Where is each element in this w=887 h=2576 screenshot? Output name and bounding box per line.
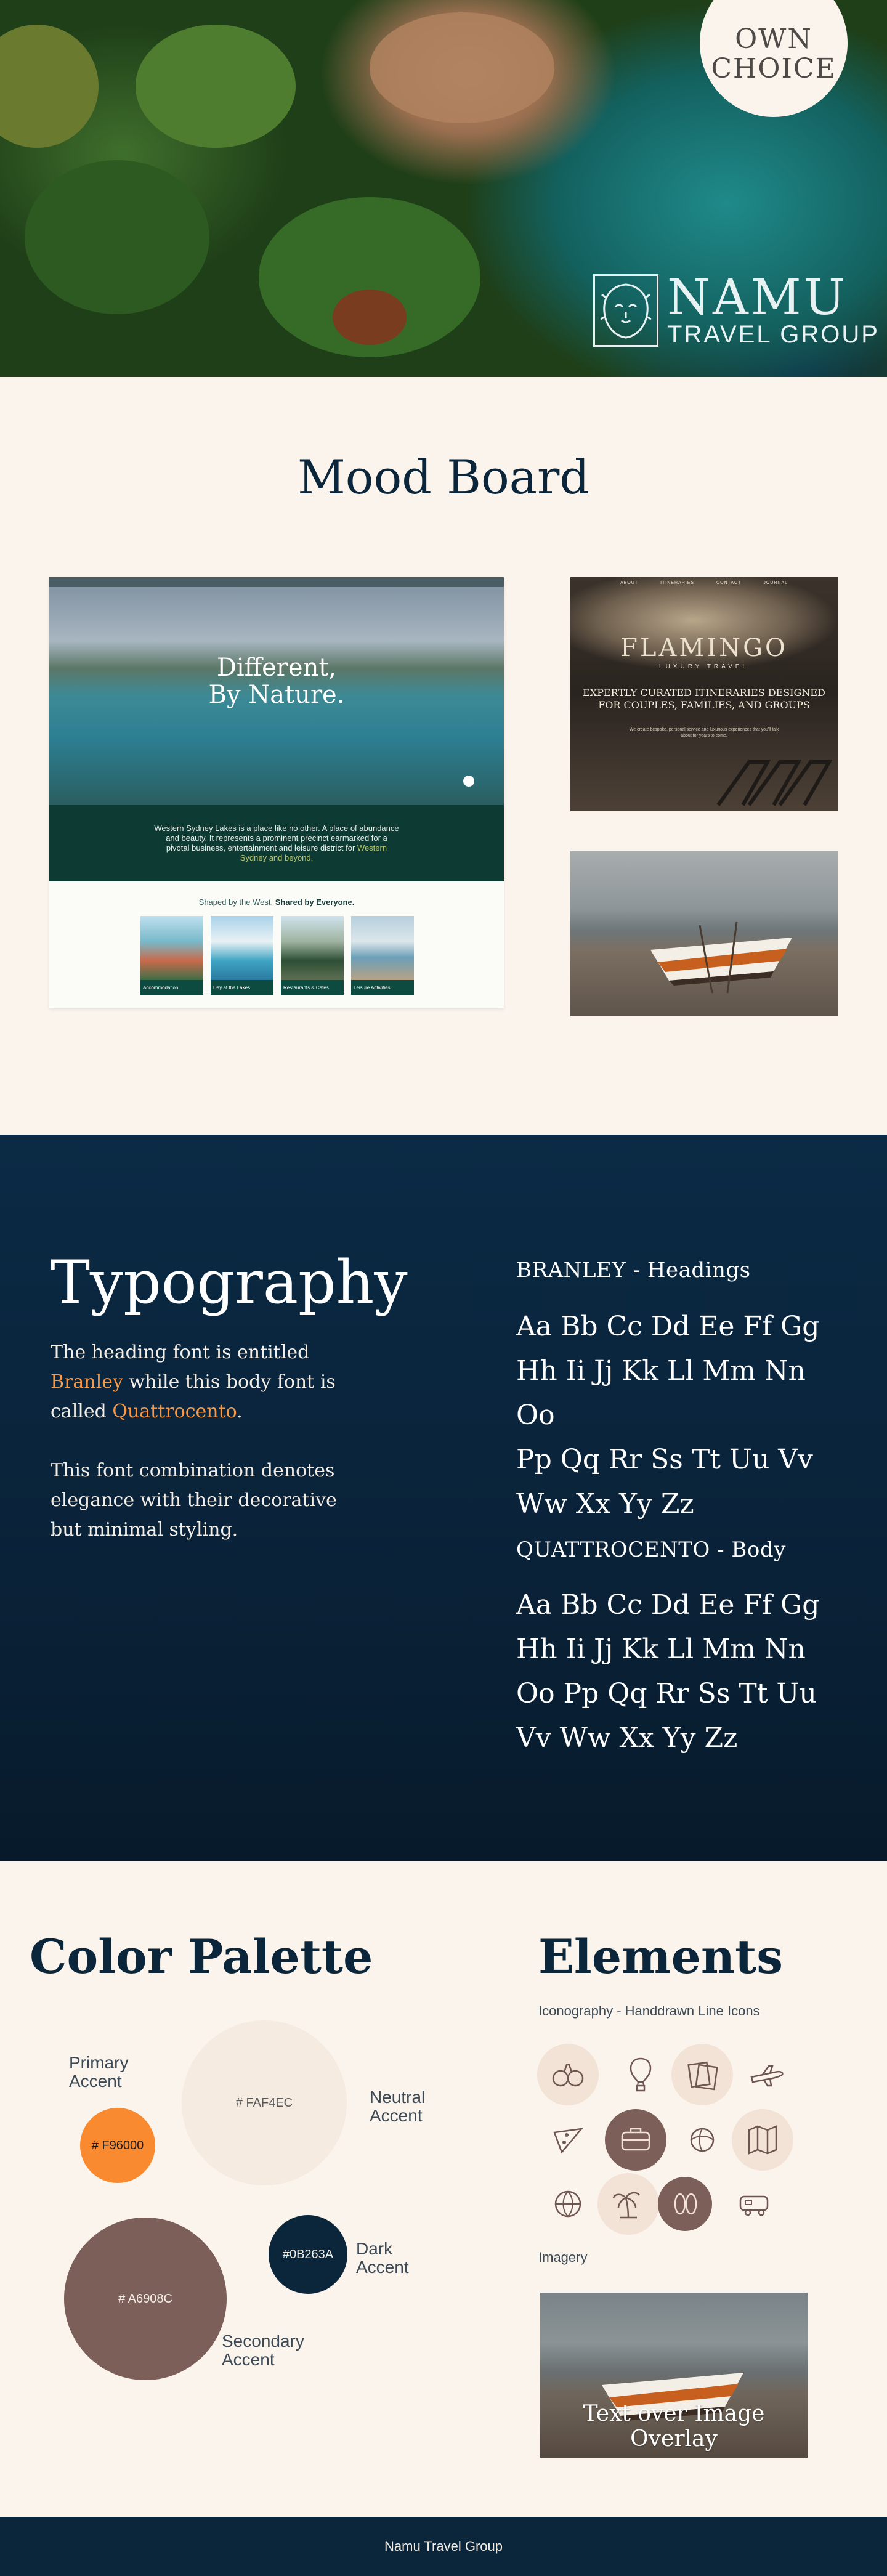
sand-bank: [370, 12, 554, 123]
flamingo-nav-item: ITINERARIES: [660, 581, 695, 585]
headline-line: Different,: [216, 654, 337, 682]
postcards-icon: [671, 2044, 733, 2105]
heading-font-specimen: [516, 1305, 836, 1526]
heading-font-name: Branley: [51, 1371, 123, 1393]
body-font-specimen: [516, 1583, 836, 1760]
website-intro-band: [49, 805, 504, 881]
flamingo-name: FLAMINGO: [620, 634, 788, 662]
beach-ball-icon: [671, 2109, 733, 2171]
dark-accent-swatch: [269, 2215, 347, 2294]
primary-accent-swatch: [80, 2108, 155, 2183]
lion-head-icon: [593, 274, 658, 347]
body-font-name: Quattrocento: [112, 1401, 237, 1422]
footer-text: Namu Travel Group: [384, 2538, 503, 2554]
card-label: Day at the Lakes: [211, 980, 273, 995]
typography-section: [0, 1135, 887, 1861]
image-overlay-text: Text over Image Overlay: [583, 2401, 765, 2452]
typography-note: This font combination denotes elegance with their decorative but minimal styling.: [51, 1460, 337, 1541]
tree-canopy: [25, 160, 209, 314]
secondary-accent-swatch: [64, 2218, 227, 2380]
mood-board-section: [0, 377, 887, 1135]
card-label: Accommodation: [140, 980, 203, 995]
specimen-line: Vv Ww Xx Yy Zz: [516, 1722, 738, 1754]
boat-photo: [570, 851, 838, 1016]
specimen-line: Pp Qq Rr Ss Tt Uu Vv: [516, 1444, 813, 1475]
suitcase-icon: [605, 2109, 666, 2171]
footer: [0, 2517, 887, 2576]
own-choice-badge: [700, 0, 848, 117]
neutral-accent-label: [370, 2088, 425, 2125]
tree-canopy: [136, 25, 296, 148]
beach-chairs-icon: [712, 737, 835, 811]
website-screenshot: [49, 577, 504, 1008]
flamingo-subtitle: LUXURY TRAVEL: [659, 663, 749, 670]
website-card: [281, 916, 344, 995]
secondary-accent-label: [222, 2332, 304, 2369]
label-line: Neutral: [370, 2088, 426, 2107]
tagline-line: EXPERTLY CURATED ITINERARIES DESIGNED: [583, 687, 825, 699]
website-hero-image: [49, 577, 504, 805]
mood-board-title: Mood Board: [297, 450, 590, 504]
hot-air-balloon-icon: [610, 2044, 671, 2105]
swatch-hex: # F96000: [91, 2138, 144, 2152]
intro-text: Western Sydney Lakes is a place like no other. A place of abundance and beauty. It represents a prominent precinct earmarked for a pivotal business, entertainment and leisure district for: [154, 824, 399, 853]
specimen-line: Ww Xx Yy Zz: [516, 1488, 694, 1520]
flamingo-nav-item: ABOUT: [620, 581, 639, 585]
binoculars-icon: [537, 2044, 599, 2105]
specimen-line: Hh Ii Jj Kk Ll Mm Nn: [516, 1634, 806, 1665]
brand-subtitle: TRAVEL GROUP: [667, 321, 880, 348]
swatch-hex: # FAF4EC: [235, 2096, 293, 2110]
badge-line: OWN: [735, 23, 812, 55]
flamingo-tagline: [570, 687, 838, 711]
card-label: Leisure Activities: [351, 980, 414, 995]
iconography-subtitle: Iconography - Handdrawn Line Icons: [538, 2003, 760, 2019]
specimen-line: Aa Bb Cc Dd Ee Ff Gg: [516, 1589, 820, 1621]
palette-elements-section: [0, 1861, 887, 2517]
cards-heading-b: Shared by Everyone.: [275, 897, 355, 907]
imagery-label: Imagery: [538, 2250, 588, 2265]
website-nav: [49, 577, 504, 587]
label-line: Accent: [222, 2350, 275, 2369]
website-cards-area: [49, 881, 504, 1008]
brand-name: NAMU: [667, 269, 848, 326]
desc-text: .: [237, 1401, 243, 1422]
desc-text: The heading font is entitled: [51, 1342, 310, 1363]
typography-description: [51, 1338, 371, 1427]
camper-van-icon: [724, 2173, 786, 2235]
desc-text: while this body font is called: [51, 1371, 336, 1422]
pizza-icon: [537, 2109, 599, 2171]
swatch-hex: #0B263A: [282, 2247, 334, 2261]
heading-font-label: BRANLEY - Headings: [516, 1258, 751, 1282]
label-line: Accent: [356, 2258, 409, 2277]
website-headline: [49, 654, 504, 708]
swatch-hex: # A6908C: [118, 2291, 172, 2306]
label-line: Accent: [69, 2072, 122, 2091]
imagery-sample: [540, 2293, 808, 2458]
namu-logo: [593, 269, 880, 348]
website-card: [211, 916, 273, 995]
label-line: Secondary: [222, 2331, 304, 2351]
airplane-icon: [737, 2044, 798, 2105]
neutral-accent-swatch: [182, 2020, 347, 2185]
flamingo-nav-item: CONTACT: [716, 581, 742, 585]
body-font-label: QUATTROCENTO - Body: [516, 1537, 786, 1562]
card-label: Restaurants & Cafes: [281, 980, 344, 995]
flamingo-nav: [570, 581, 838, 585]
specimen-line: Oo Pp Qq Rr Ss Tt Uu: [516, 1678, 817, 1709]
boat-icon: [644, 913, 804, 999]
cards-heading: [49, 897, 504, 907]
elements-title: Elements: [538, 1929, 784, 1984]
website-card: [351, 916, 414, 995]
cards-heading-a: Shaped by the West.: [198, 897, 275, 907]
color-palette-title: Color Palette: [30, 1929, 373, 1984]
headline-line: By Nature.: [208, 681, 345, 709]
website-card-list: [140, 916, 414, 995]
flamingo-screenshot: [570, 577, 838, 811]
flamingo-nav-item: JOURNAL: [763, 581, 788, 585]
play-icon: [463, 776, 474, 787]
palm-tree-icon: [597, 2173, 659, 2235]
label-line: Accent: [370, 2106, 423, 2125]
flamingo-description: We create bespoke, personal service and luxurious experiences that you'll talk about for years to come.: [629, 727, 779, 738]
tree-canopy: [0, 25, 99, 148]
label-line: Dark: [356, 2239, 393, 2258]
badge-line: CHOICE: [711, 53, 836, 84]
tagline-line: FOR COUPLES, FAMILIES, AND GROUPS: [598, 699, 810, 711]
flip-flops-icon: [658, 2177, 712, 2231]
specimen-line: Hh Ii Jj Kk Ll Mm Nn Oo: [516, 1355, 806, 1431]
specimen-line: Aa Bb Cc Dd Ee Ff Gg: [516, 1311, 820, 1342]
website-card: [140, 916, 203, 995]
tree-canopy: [333, 290, 407, 345]
primary-accent-label: [69, 2054, 128, 2091]
typography-title: Typography: [51, 1248, 408, 1317]
intro-highlight: Western Sydney and beyond.: [240, 843, 387, 862]
dark-accent-label: [356, 2240, 409, 2277]
map-icon: [732, 2109, 793, 2171]
globe-icon: [537, 2173, 599, 2235]
label-line: Primary: [69, 2053, 129, 2072]
hero-banner: [0, 0, 887, 377]
